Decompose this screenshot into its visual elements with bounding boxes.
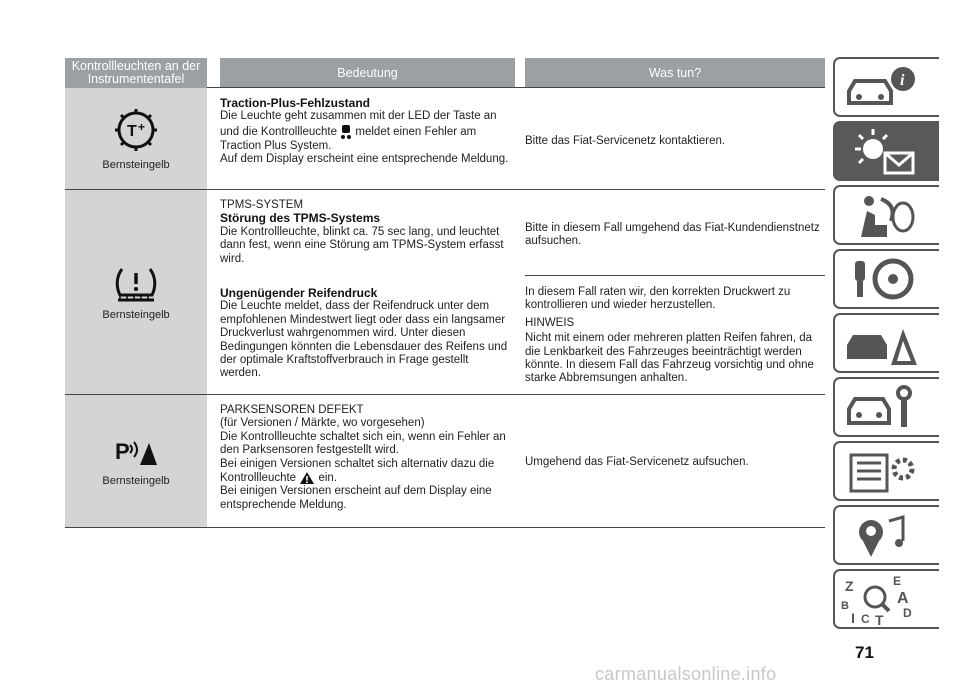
warning-light-cell xyxy=(65,190,207,394)
svg-text:A: A xyxy=(897,590,909,607)
traction-plus-warning-icon xyxy=(113,107,159,153)
svg-text:I: I xyxy=(851,610,855,625)
side-tab-maintenance[interactable] xyxy=(833,377,939,437)
airbag-seat-icon xyxy=(841,191,921,241)
meaning-low-pressure xyxy=(220,287,512,381)
note-text: Nicht mit einem oder mehreren platten Reifen fahren, da die Lenkbarkeit des Fahrzeuges beeinträchtigt werden könnte. In diesem Fall das Fahrzeug vorsichtig und ohne starke Abbremsungen anhalten. xyxy=(525,332,814,385)
row-text: ein. xyxy=(318,472,338,485)
page-number: 71 xyxy=(855,643,874,662)
row-text: Bei einigen Versionen erscheint auf dem Display eine entsprechende Meldung. xyxy=(220,485,492,511)
svg-text:E: E xyxy=(893,575,902,588)
row-title: Ungenügender Reifendruck xyxy=(220,286,378,300)
steering-key-icon xyxy=(841,255,921,305)
warning-light-cell xyxy=(65,395,207,527)
side-tab-warning-lights[interactable] xyxy=(833,121,939,181)
warning-light-envelope-icon xyxy=(841,127,921,177)
park-sensor-warning-icon xyxy=(114,435,158,469)
side-tab-driving[interactable] xyxy=(833,249,939,309)
header-meaning: Bedeutung xyxy=(220,58,515,88)
svg-text:P: P xyxy=(115,439,130,464)
meaning-tpms-fault xyxy=(220,199,512,266)
svg-text:+: + xyxy=(138,119,146,134)
svg-text:C: C xyxy=(861,612,870,625)
color-label: Bernsteingelb xyxy=(102,158,170,171)
divider xyxy=(207,87,825,88)
row-text: meldet einen Fehler am Traction Plus System. xyxy=(220,125,477,152)
watermark: carmanualsonline.info xyxy=(595,664,777,684)
action-tpms-fault: Bitte in diesem Fall umgehend das Fiat-Kundendienstnetz aufsuchen. xyxy=(525,222,820,248)
row-text: Auf dem Display erscheint eine entsprechende Meldung. xyxy=(220,153,509,166)
side-tab-specs[interactable] xyxy=(833,441,939,501)
action-low-pressure xyxy=(525,286,820,386)
row-pre: TPMS-SYSTEM xyxy=(220,199,304,211)
row-text: Die Leuchte geht zusammen mit der LED der Taste an und die Kontrollleuchte xyxy=(220,110,497,138)
note-label: HINWEIS xyxy=(525,316,575,329)
action-park-sensors: Umgehend das Fiat-Servicenetz aufsuchen. xyxy=(525,456,749,468)
color-label: Bernsteingelb xyxy=(102,309,170,321)
row-text: Die Kontrollleuchte, blinkt ca. 75 sec lang, und leuchtet dann fest, wenn eine Störung am TPMS-System erfasst wird. xyxy=(220,225,504,265)
row-text: Die Leuchte meldet, dass der Reifendruck unter dem empfohlenen Mindestwert liegt oder dass ein langsamer Druckverlust wahrgenommen wird. Unter diesen Bedingungen könnten die Lebensdauer des Reifens und der optimale Kraftstoffverbrauch in Frage gestellt werden. xyxy=(220,300,508,380)
side-tab-multimedia[interactable] xyxy=(833,505,939,565)
row-title: Störung des TPMS-Systems xyxy=(220,211,381,226)
row-pre: PARKSENSOREN DEFEKT xyxy=(220,404,364,416)
traction-small-icon xyxy=(340,124,352,140)
row-text: Die Kontrollleuchte schaltet sich ein, wenn ein Fehler an den Parksensoren festgestellt wird. xyxy=(220,430,506,457)
car-info-icon xyxy=(841,63,921,113)
color-label: Bernsteingelb xyxy=(102,475,170,487)
spec-list-gear-icon xyxy=(841,447,921,497)
divider xyxy=(525,275,825,276)
tire-pressure-warning-icon xyxy=(114,263,158,303)
side-tab-car-info[interactable] xyxy=(833,57,939,117)
warning-light-cell xyxy=(65,88,207,189)
media-music-icon xyxy=(841,511,921,561)
svg-text:B: B xyxy=(841,600,849,612)
svg-text:T: T xyxy=(127,122,137,140)
row-title: Traction-Plus-Fehlzustand xyxy=(220,96,371,110)
warning-triangle-icon xyxy=(299,471,315,485)
action-traction-plus: Bitte das Fiat-Servicenetz kontaktieren. xyxy=(525,135,726,147)
meaning-park-sensors xyxy=(220,404,512,512)
svg-text:i: i xyxy=(900,72,905,89)
side-tab-emergency[interactable] xyxy=(833,313,939,373)
alphabet-index-icon xyxy=(841,575,921,625)
row-text: Bei einigen Versionen schaltet sich alternativ dazu die Kontrollleuchte xyxy=(220,457,495,485)
car-wrench-icon xyxy=(841,383,921,433)
side-tab-index[interactable] xyxy=(833,569,939,629)
meaning-traction-plus xyxy=(220,97,512,167)
divider xyxy=(65,527,825,528)
header-action: Was tun? xyxy=(525,58,825,88)
row-text: In diesem Fall raten wir, den korrekten Druckwert zu kontrollieren und wieder herzustellen. xyxy=(525,286,791,312)
svg-text:D: D xyxy=(903,606,912,620)
svg-text:Z: Z xyxy=(845,578,854,594)
emergency-triangle-icon xyxy=(841,319,921,369)
header-warning-lights: Kontrollleuchten an der Instrumententafel xyxy=(65,58,207,88)
svg-text:T: T xyxy=(875,612,884,625)
row-pre-note: (für Versionen / Märkte, wo vorgesehen) xyxy=(220,417,425,430)
side-tab-safety[interactable] xyxy=(833,185,939,245)
